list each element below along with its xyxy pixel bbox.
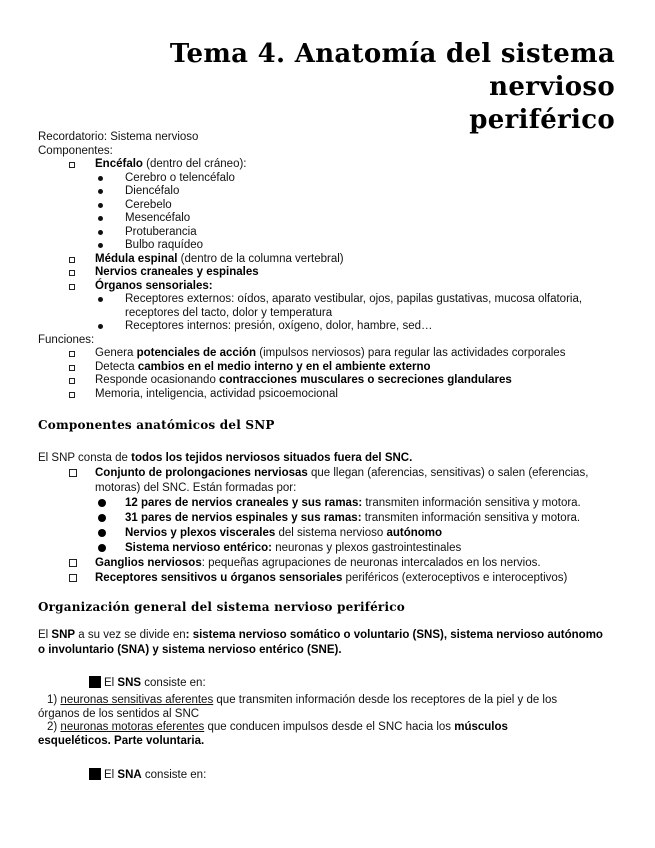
section1-block [38,451,618,586]
list-item-receptores-int: Receptores internos: presión, oxígeno, dolor, hambre, sed… [38,320,618,334]
funcion-item: Responde ocasionando contracciones musculares o secreciones glandulares [38,374,618,388]
section1-intro: El SNP consta de todos los tejidos nerviosos situados fuera del SNC. [38,452,413,464]
list-item-conjunto: Conjunto de prolongaciones nerviosas que llegan (aferencias, sensitivas) o salen (eferencias, [38,466,618,481]
list-item: Cerebro o telencéfalo [38,172,618,186]
list-item-medula: Médula espinal (dentro de la columna vertebral) [38,253,618,267]
sna-block [38,768,618,783]
square-bullet-icon [69,469,77,477]
list-item-enterico: Sistema nervioso entérico: neuronas y plexos gastrointestinales [38,541,618,556]
sns-heading: El SNS consiste en: [38,676,618,691]
list-item: Cerebelo [38,199,618,213]
bullet-icon [98,544,106,552]
list-item-ganglios: Ganglios nerviosos: pequeñas agrupaciones de neuronas intercalados en los nervios. [38,556,618,571]
bullet-icon [98,176,103,181]
list-item-receptores-ext: Receptores externos: oídos, aparato vestibular, ojos, papilas gustativas, mucosa olfatoria, [38,293,618,307]
section2-paragraph-line2: o involuntario (SNA) y sistema nervioso entérico (SNE). [38,644,342,656]
square-bullet-icon [69,162,75,168]
funcion-item: Genera potenciales de acción (impulsos nerviosos) para regular las actividades corporales [38,347,618,361]
list-item-encefalo: Encéfalo (dentro del cráneo): [38,158,618,172]
list-item-pares-espinales: 31 pares de nervios espinales y sus ramas: transmiten información sensitiva y motora. [38,511,618,526]
list-item-nervios: Nervios craneales y espinales [38,266,618,280]
funciones-label: Funciones: [38,333,95,346]
bullet-icon [98,529,106,537]
black-square-icon [89,768,101,780]
bullet-icon [98,243,103,248]
square-bullet-icon [69,365,75,371]
sns-item-2: 2) neuronas motoras eferentes que conducen impulsos desde el SNC hacia los músculos [47,721,508,733]
bullet-icon [98,230,103,235]
square-bullet-icon [69,351,75,357]
square-bullet-icon [69,574,77,582]
square-bullet-icon [69,378,75,384]
bullet-icon [98,499,106,507]
list-item: Mesencéfalo [38,212,618,226]
sns-block [38,676,618,691]
list-item: Diencéfalo [38,185,618,199]
list-item-receptores-ext-cont: receptores del tacto, dolor y temperatura [125,306,333,319]
list-item-plexos: Nervios y plexos viscerales del sistema nervioso autónomo [38,526,618,541]
title-line-1: Tema 4. Anatomía del sistema nervioso [169,39,615,102]
componentes-label: Componentes: [38,144,113,157]
funcion-item: Memoria, inteligencia, actividad psicoemocional [38,388,618,402]
square-bullet-icon [69,559,77,567]
black-square-icon [89,676,101,688]
section2-paragraph-line1: El SNP a su vez se divide en: sistema nervioso somático o voluntario (SNS), sistema nervioso autónomo [38,629,603,641]
square-bullet-icon [69,392,75,398]
list-item: Protuberancia [38,226,618,240]
bullet-icon [98,189,103,194]
sns-item-2-cont: esqueléticos. Parte voluntaria. [38,734,205,747]
section-heading-organizacion: Organización general del sistema nervioso periférico [38,600,405,614]
recordatorio-block [38,131,618,401]
list-item-receptores: Receptores sensitivos u órganos sensoriales periféricos (exteroceptivos e interoceptivos) [38,571,618,586]
sna-heading: El SNA consiste en: [38,768,618,783]
square-bullet-icon [69,257,75,263]
sns-item-1: 1) neuronas sensitivas aferentes que transmiten información desde los receptores de la piel y de los [47,694,558,706]
bullet-icon [98,324,103,329]
sns-items [38,694,618,748]
section-heading-componentes: Componentes anatómicos del SNP [38,418,275,432]
list-item: Bulbo raquídeo [38,239,618,253]
list-item-pares-craneales: 12 pares de nervios craneales y sus ramas: transmiten información sensitiva y motora. [38,496,618,511]
funcion-item: Detecta cambios en el medio interno y en el ambiente externo [38,361,618,375]
square-bullet-icon [69,284,75,290]
bullet-icon [98,514,106,522]
title-line-2: periférico [469,105,615,135]
section2-block [38,628,618,658]
list-item-organos: Órganos sensoriales: [38,280,618,294]
bullet-icon [98,216,103,221]
square-bullet-icon [69,270,75,276]
recordatorio-text: Recordatorio: Sistema nervioso [38,131,199,143]
page-title [55,38,615,137]
list-item-conjunto-cont: motoras) del SNC. Están formadas por: [95,482,297,494]
bullet-icon [98,297,103,302]
sns-item-1-cont: órganos de los sentidos al SNC [38,707,200,720]
bullet-icon [98,203,103,208]
